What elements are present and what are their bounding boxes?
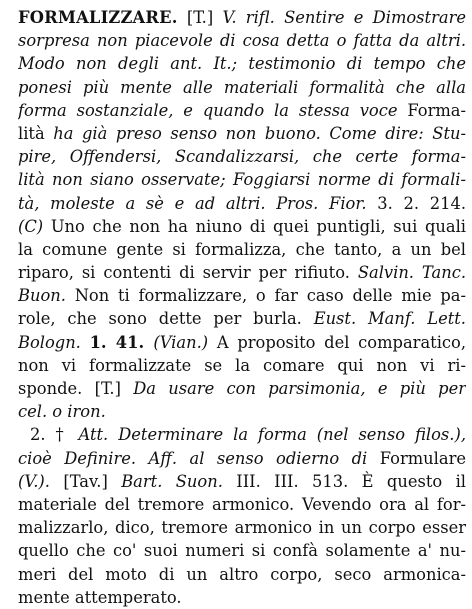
entry-line [18, 493, 466, 516]
entry-line [18, 215, 466, 238]
text-segment: 3. 2. 214. [377, 193, 466, 213]
entry-line [18, 261, 466, 284]
entry-line [18, 539, 466, 562]
entry-line [18, 238, 466, 261]
text-segment: Att. Determinare la forma (nel senso filos.), [78, 425, 466, 445]
text-segment: [T.] [177, 8, 223, 27]
text-segment: mente attemperato. [18, 587, 182, 607]
text-segment: riparo, si contenti di servir per rifiuto. [18, 263, 358, 283]
text-segment: Formulare [379, 448, 466, 468]
entry-line [18, 192, 466, 215]
entry-line [18, 122, 466, 145]
entry-line [18, 400, 466, 423]
text-segment: 2. † [30, 425, 79, 445]
entry-line [18, 284, 466, 307]
entry-line [18, 331, 466, 354]
text-segment: [Tav.] [63, 471, 122, 491]
text-segment: 1. 41. [89, 332, 154, 352]
entry-line [18, 563, 466, 586]
entry-line [18, 145, 466, 168]
text-segment: V. rifl. Sentire e Dimostrare [222, 8, 466, 27]
text-segment: quello che co' suoi numeri si confà solamente a' nu- [18, 541, 466, 561]
text-segment: Uno che non ha niuno di quei puntigli, sui quali [50, 216, 466, 236]
text-segment: malizzarlo, dico, tremore armonico in un corpo esser [18, 518, 466, 538]
text-segment: Modo non degli ant. It.; testimonio di tempo che [18, 54, 466, 74]
text-segment: È questo il [361, 471, 466, 491]
text-segment: tà, moleste a sè e ad altri. Pros. Fior. [18, 193, 378, 213]
text-segment: lità non siano osservate; Foggiarsi norme di formali- [18, 170, 466, 190]
text-segment: Bart. Suon. [121, 471, 237, 491]
text-segment: lità [18, 123, 54, 143]
text-segment: III. III. 513. [236, 471, 362, 491]
text-segment: sponde. [T.] [18, 379, 134, 398]
entry-first-line [18, 6, 466, 29]
text-segment: Non ti formalizzare, o far caso delle mie pa- [74, 286, 466, 306]
text-segment: cioè Definire. Aff. al senso odierno di [18, 448, 380, 468]
entry-line [18, 354, 466, 377]
entry-line [18, 52, 466, 75]
text-segment: non vi formalizzate se la comare qui non vi ri- [18, 355, 466, 375]
text-segment: (Vian.) [153, 332, 217, 352]
text-segment: Eust. Manf. Lett. [313, 309, 466, 329]
entry-line [18, 447, 466, 470]
text-segment: A proposito del comparatico, [216, 332, 466, 352]
entry-line [18, 168, 466, 191]
text-segment: (C) [18, 216, 51, 236]
text-segment: meri del moto di un altro corpo, seco armonica- [18, 564, 466, 584]
text-segment: Bologn. [18, 332, 90, 352]
text-segment: Forma- [407, 100, 466, 120]
text-segment: materiale del tremore armonico. Vevendo ora al for- [18, 494, 466, 514]
text-segment: forma sostanziale, e quando la stessa voce [18, 100, 408, 120]
text-segment: sorpresa non piacevole di cosa detta o fatta da altri. [18, 31, 466, 51]
entry-line [18, 470, 466, 493]
text-segment: role, che sono dette per burla. [18, 309, 314, 329]
text-segment: cel. o iron. [18, 402, 106, 422]
headword: FORMALIZZARE. [18, 8, 178, 27]
entry-line [18, 29, 466, 52]
text-segment: Salvin. Tanc. [357, 263, 466, 283]
entry-line [18, 307, 466, 330]
entry-line [18, 423, 466, 446]
text-segment: (V.). [18, 471, 64, 491]
entry-line [18, 516, 466, 539]
entry-line [18, 377, 466, 400]
text-segment: ha già preso senso non buono. Come dire: Stu- [53, 123, 466, 143]
text-segment: ponesi più mente alle materiali formalità che alla [18, 77, 466, 97]
text-segment: pire, Offendersi, Scandalizzarsi, che certe forma- [18, 147, 466, 167]
text-segment: la comune gente si formalizza, che tanto, a un bel [18, 239, 466, 259]
text-segment: Buon. [18, 286, 75, 306]
entry-line [18, 76, 466, 99]
entry-line [18, 99, 466, 122]
entry-line [18, 586, 466, 609]
text-segment: Da usare con parsimonia, e più per [133, 379, 466, 398]
